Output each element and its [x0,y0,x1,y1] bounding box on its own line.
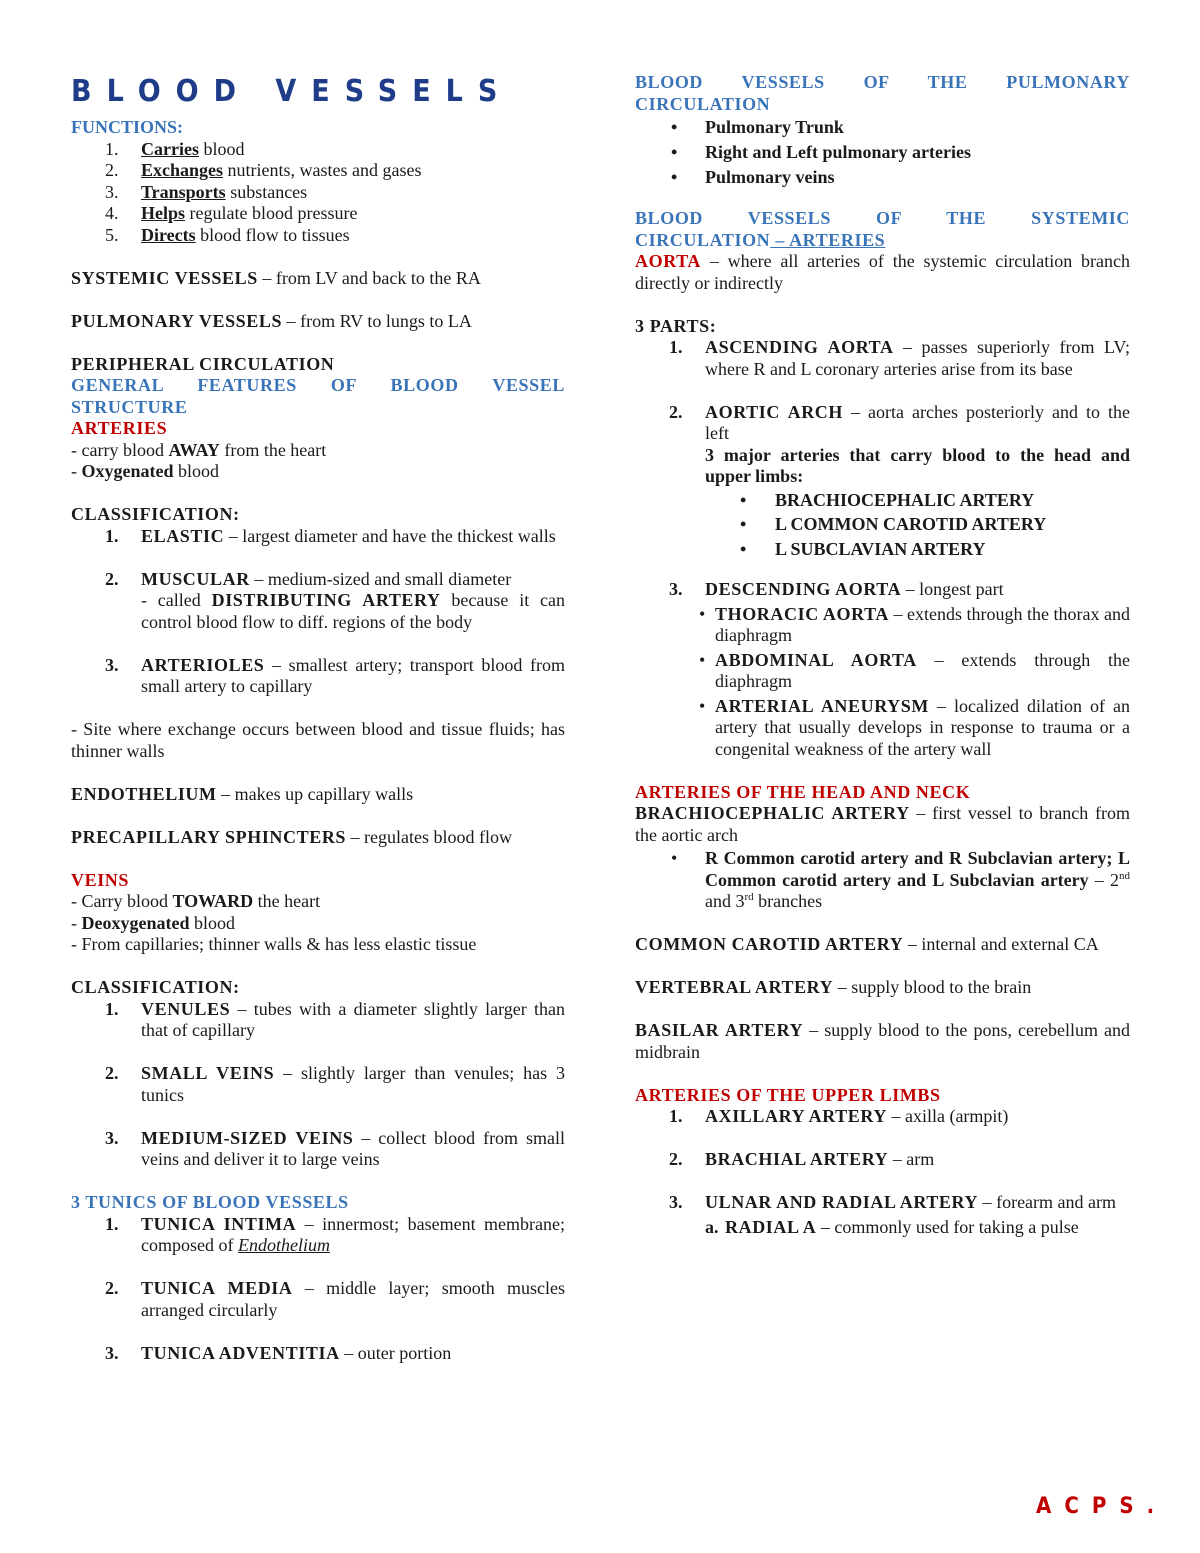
list-item: 2. AORTIC ARCH – aorta arches posteriorly and to the left 3 major arteries that carry blood to the head and upper limbs: [669,401,1131,486]
arteries-line-1: - carry blood AWAY from the heart [71,439,327,460]
list-item: 3. Transports substances [105,181,308,202]
pulmonary-circulation-heading-2: CIRCULATION [635,93,771,114]
list-item: 2. TUNICA MEDIA – middle layer; smooth muscles arranged circularly [105,1278,565,1320]
list-item: 1. ELASTIC – largest diameter and have the thickest walls [105,525,556,546]
veins-line-2: - Deoxygenated blood [71,912,235,933]
list-item: 3. ARTERIOLES – smallest artery; transport blood from small artery to capillary [105,654,565,696]
veins-line-1: - Carry blood TOWARD the heart [71,891,321,911]
list-item: 5. Directs blood flow to tissues [105,224,350,245]
pulmonary-circulation-heading: BLOOD VESSELS OF THE PULMONARY [635,72,1130,92]
classification-heading: CLASSIFICATION: [71,977,240,997]
right-column [635,72,1130,1238]
arteries-line-2: - Oxygenated blood [71,461,220,481]
functions-list [71,139,565,247]
classification-heading: CLASSIFICATION: [71,504,240,524]
functions-label: FUNCTIONS: [71,117,184,137]
list-item: 2. Exchanges nutrients, wastes and gases [105,160,422,180]
common-carotid-line: COMMON CAROTID ARTERY – internal and external CA [635,934,1099,954]
page-title: BLOOD VESSELS [71,74,513,109]
list-item: • ARTERIAL ANEURYSM – localized dilation of an artery that usually develops in response to trauma or a congenital weakness of the artery wall [699,695,1130,759]
peripheral-heading: PERIPHERAL CIRCULATION [71,353,335,374]
general-features-heading: GENERAL FEATURES OF BLOOD VESSEL [71,375,565,395]
list-item: 3. ULNAR AND RADIAL ARTERY – forearm and arm [669,1192,1117,1212]
list-item: • L COMMON CAROTID ARTERY [740,514,1047,534]
endothelium-line: ENDOTHELIUM – makes up capillary walls [71,783,414,804]
head-neck-heading: ARTERIES OF THE HEAD AND NECK [635,781,971,802]
list-item: 2. BRACHIAL ARTERY – arm [669,1149,935,1169]
list-item: a. RADIAL A – commonly used for taking a pulse [705,1216,1079,1237]
list-item: • L SUBCLAVIAN ARTERY [740,538,986,559]
list-item: 1. VENULES – tubes with a diameter slightly larger than that of capillary [105,998,565,1040]
list-item: 3. DESCENDING AORTA – longest part [669,579,1004,599]
list-item: 2. SMALL VEINS – slightly larger than venules; has 3 tunics [105,1063,566,1105]
pulmonary-vessels: PULMONARY VESSELS – from RV to lungs to LA [71,310,472,331]
systemic-circulation-heading: BLOOD VESSELS OF THE SYSTEMIC [635,208,1130,228]
muscular-subnote: - called DISTRIBUTING ARTERY because it can control blood flow to diff. regions of the body [141,590,565,632]
list-item: • Pulmonary Trunk [671,117,844,137]
veins-heading: VEINS [71,869,130,890]
list-item: 1. AXILLARY ARTERY – axilla (armpit) [669,1106,1009,1126]
capillary-site-text: - Site where exchange occurs between blood and tissue fluids; has thinner walls [71,719,565,761]
list-item: • R Common carotid artery and R Subclavian artery; L Common carotid artery and L Subclavian artery – 2nd and 3rd branches [671,848,1131,911]
list-item: 1. TUNICA INTIMA – innermost; basement membrane; composed of Endothelium [105,1213,565,1255]
structure-heading: STRUCTURE [71,396,188,417]
list-item: • BRACHIOCEPHALIC ARTERY [740,489,1035,510]
arteries-heading: ARTERIES [71,418,168,438]
list-item: 1. ASCENDING AORTA – passes superiorly from LV; where R and L coronary arteries arise from its base [669,337,1130,379]
footer-mark: ACPS. [1036,1494,1168,1519]
list-item: • THORACIC AORTA – extends through the thorax and diaphragm [699,603,1130,645]
vertebral-line: VERTEBRAL ARTERY – supply blood to the brain [635,977,1032,997]
tunics-heading: 3 TUNICS OF BLOOD VESSELS [71,1192,349,1212]
systemic-circulation-heading-2: CIRCULATION – ARTERIES [635,229,886,250]
aorta-line: AORTA – where all arteries of the systemic circulation branch directly or indirectly [635,251,1130,293]
arch-note: 3 major arteries that carry blood to the head and upper limbs: [705,444,1130,486]
systemic-vessels: SYSTEMIC VESSELS – from LV and back to the RA [71,267,481,288]
list-item: 2. MUSCULAR – medium-sized and small diameter - called DISTRIBUTING ARTERY because it can control blood flow to diff. regions of the body [105,568,565,632]
left-column [71,72,565,1364]
precapillary-line: PRECAPILLARY SPHINCTERS – regulates blood flow [71,826,513,847]
list-item: 3. TUNICA ADVENTITIA – outer portion [105,1342,452,1363]
list-item: • ABDOMINAL AORTA – extends through the diaphragm [699,649,1130,691]
upper-limbs-heading: ARTERIES OF THE UPPER LIMBS [635,1084,941,1105]
list-item: 1. Carries blood [105,138,245,159]
parts-label: 3 PARTS: [635,315,717,336]
list-item: • Pulmonary veins [671,167,835,187]
brachiocephalic-line: BRACHIOCEPHALIC ARTERY – first vessel to branch from the aortic arch [635,803,1131,845]
list-item: 4. Helps regulate blood pressure [105,203,358,223]
list-item: 3. MEDIUM-SIZED VEINS – collect blood from small veins and deliver it to large veins [105,1127,565,1169]
basilar-line: BASILAR ARTERY – supply blood to the pons, cerebellum and midbrain [635,1020,1130,1062]
list-item: • Right and Left pulmonary arteries [671,142,971,162]
veins-line-3: - From capillaries; thinner walls & has less elastic tissue [71,934,477,954]
